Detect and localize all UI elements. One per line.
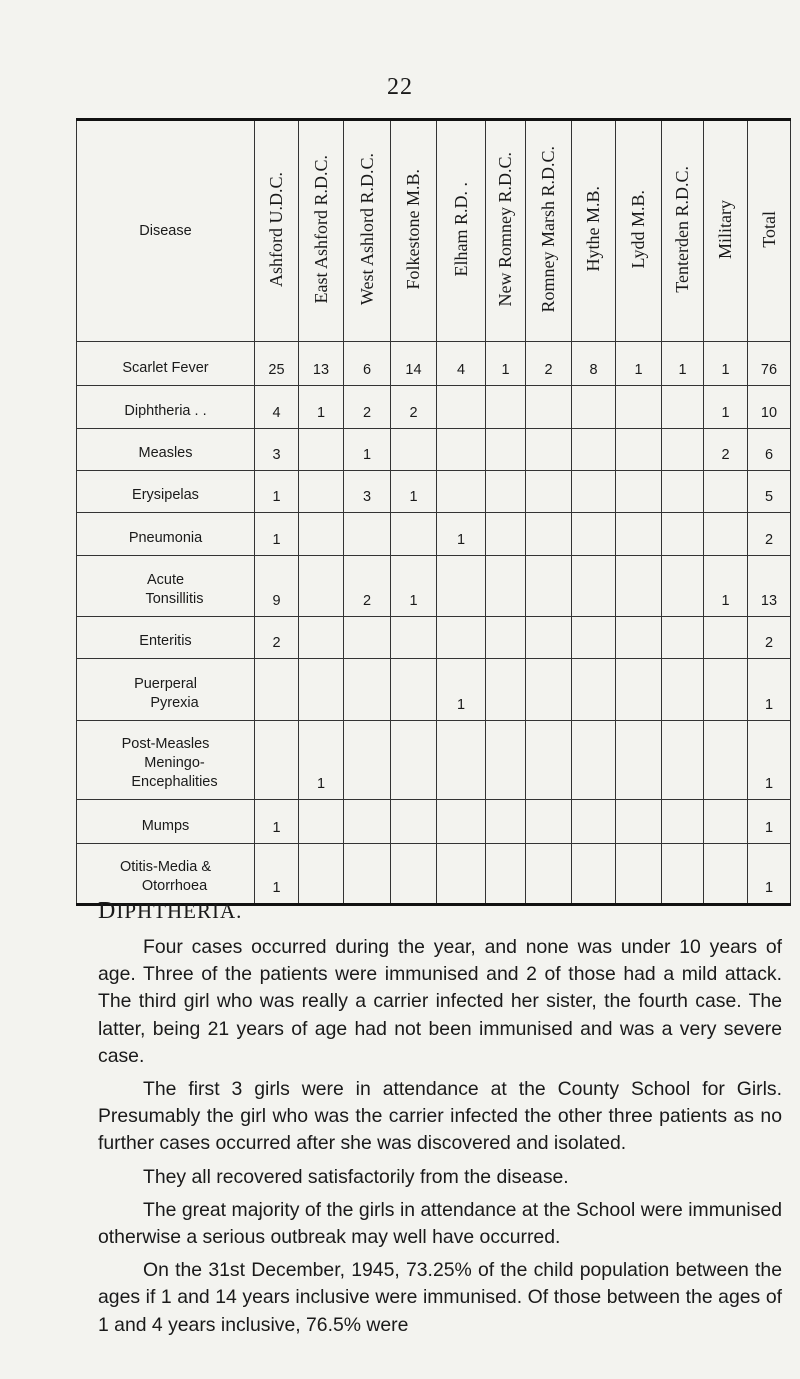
table-row bbox=[77, 342, 791, 386]
disease-name-cell bbox=[77, 513, 255, 556]
column-header bbox=[391, 120, 437, 342]
disease-name-line: Enteritis bbox=[139, 633, 192, 649]
value-cell bbox=[662, 513, 704, 556]
section-body bbox=[100, 934, 782, 1339]
value-cell bbox=[486, 659, 526, 721]
value-cell bbox=[299, 429, 344, 471]
value-cell: 1 bbox=[299, 386, 344, 429]
value-cell: 14 bbox=[391, 342, 437, 386]
value-cell bbox=[704, 721, 748, 800]
value-cell bbox=[704, 471, 748, 513]
column-header bbox=[437, 120, 486, 342]
value-cell bbox=[299, 471, 344, 513]
value-cell bbox=[616, 429, 662, 471]
value-cell: 1 bbox=[391, 471, 437, 513]
value-cell bbox=[662, 386, 704, 429]
table-header-row bbox=[77, 120, 791, 342]
value-cell bbox=[526, 429, 572, 471]
disease-name-line: Measles bbox=[138, 445, 193, 461]
value-cell bbox=[299, 617, 344, 659]
value-cell bbox=[486, 513, 526, 556]
value-cell: 2 bbox=[344, 556, 391, 617]
value-cell bbox=[486, 844, 526, 905]
value-cell bbox=[704, 800, 748, 844]
disease-name-line: Acute bbox=[146, 572, 185, 588]
disease-name-cell bbox=[77, 659, 255, 721]
value-cell bbox=[526, 617, 572, 659]
disease-name-cell bbox=[77, 429, 255, 471]
value-cell bbox=[616, 386, 662, 429]
paragraph: The first 3 girls were in attendance at the County School for Girls. Presumably the girl who was the carrier infected the other three patients as no further cases occurred after she was discovered and isolated. bbox=[98, 1078, 782, 1155]
value-cell bbox=[616, 513, 662, 556]
value-cell bbox=[526, 556, 572, 617]
disease-name-line: Erysipelas bbox=[132, 487, 199, 503]
section-heading bbox=[98, 898, 782, 925]
value-cell: 1 bbox=[486, 342, 526, 386]
value-cell bbox=[299, 659, 344, 721]
value-cell: 9 bbox=[255, 556, 299, 617]
table-row bbox=[77, 556, 791, 617]
column-header-label: Romney Marsh R.D.C. bbox=[538, 145, 558, 313]
value-cell bbox=[572, 617, 616, 659]
value-cell: 1 bbox=[662, 342, 704, 386]
value-cell: 1 bbox=[344, 429, 391, 471]
value-cell bbox=[344, 800, 391, 844]
value-cell bbox=[391, 429, 437, 471]
column-header bbox=[344, 120, 391, 342]
disease-name-line: Pyrexia bbox=[150, 695, 199, 711]
paragraph: They all recovered satisfactorily from the disease. bbox=[143, 1165, 569, 1188]
value-cell bbox=[299, 800, 344, 844]
value-cell: 2 bbox=[344, 386, 391, 429]
column-header bbox=[486, 120, 526, 342]
value-cell bbox=[704, 844, 748, 905]
value-cell: 1 bbox=[255, 844, 299, 905]
value-cell: 2 bbox=[255, 617, 299, 659]
value-cell: 4 bbox=[437, 342, 486, 386]
disease-name-line: Post-Measles bbox=[121, 736, 210, 752]
value-cell bbox=[662, 721, 704, 800]
value-cell: 13 bbox=[299, 342, 344, 386]
value-cell: 1 bbox=[299, 721, 344, 800]
value-cell bbox=[572, 721, 616, 800]
value-cell bbox=[437, 617, 486, 659]
value-cell: 76 bbox=[748, 342, 791, 386]
column-header-label: Lydd M.B. bbox=[628, 189, 648, 269]
value-cell bbox=[437, 721, 486, 800]
column-header-label: East Ashford R.D.C. bbox=[310, 154, 331, 304]
value-cell bbox=[662, 617, 704, 659]
diphtheria-section bbox=[100, 898, 782, 1345]
column-header-label: Tenterden R.D.C. bbox=[672, 165, 692, 293]
value-cell bbox=[391, 800, 437, 844]
value-cell bbox=[486, 386, 526, 429]
value-cell bbox=[486, 429, 526, 471]
column-header-label: Hythe M.B. bbox=[583, 186, 603, 272]
value-cell bbox=[572, 659, 616, 721]
disease-name-line: Otitis-Media & bbox=[119, 859, 212, 875]
value-cell: 3 bbox=[255, 429, 299, 471]
value-cell: 1 bbox=[704, 556, 748, 617]
value-cell bbox=[662, 844, 704, 905]
disease-name-line: Meningo- bbox=[144, 755, 205, 771]
table-row bbox=[77, 471, 791, 513]
value-cell: 1 bbox=[748, 844, 791, 905]
column-header-label: Folkestone M.B. bbox=[403, 168, 423, 290]
page-number: 22 bbox=[387, 74, 413, 100]
value-cell bbox=[486, 471, 526, 513]
value-cell bbox=[616, 556, 662, 617]
value-cell bbox=[616, 844, 662, 905]
column-header bbox=[255, 120, 299, 342]
paragraph: The great majority of the girls in attendance at the School were immunised otherwise a serious outbreak may well have occurred. bbox=[98, 1198, 782, 1249]
value-cell bbox=[616, 800, 662, 844]
disease-name-cell bbox=[77, 721, 255, 800]
value-cell: 1 bbox=[255, 471, 299, 513]
value-cell bbox=[616, 617, 662, 659]
value-cell: 3 bbox=[344, 471, 391, 513]
value-cell bbox=[391, 844, 437, 905]
column-header-label: West Ashlord R.D.C. bbox=[356, 152, 377, 306]
value-cell bbox=[572, 800, 616, 844]
value-cell: 2 bbox=[748, 513, 791, 556]
value-cell bbox=[299, 513, 344, 556]
table-row bbox=[77, 721, 791, 800]
disease-name-cell bbox=[77, 386, 255, 429]
heading-rest: IPHTHERIA. bbox=[116, 899, 243, 923]
disease-name-cell bbox=[77, 471, 255, 513]
disease-name-line: Encephalities bbox=[131, 774, 218, 790]
disease-name-line: Tonsillitis bbox=[145, 591, 204, 607]
value-cell bbox=[437, 800, 486, 844]
disease-name-line: Puerperal bbox=[134, 676, 197, 692]
value-cell bbox=[391, 721, 437, 800]
table-body bbox=[77, 342, 791, 905]
column-header-label: Elham R.D. . bbox=[450, 181, 471, 277]
column-header bbox=[299, 120, 344, 342]
value-cell: 1 bbox=[748, 659, 791, 721]
disease-column-header bbox=[77, 120, 255, 342]
disease-name-line: Otorrhoea bbox=[141, 878, 208, 894]
value-cell: 13 bbox=[748, 556, 791, 617]
table-row bbox=[77, 800, 791, 844]
column-header bbox=[704, 120, 748, 342]
value-cell bbox=[437, 556, 486, 617]
value-cell: 10 bbox=[748, 386, 791, 429]
value-cell: 2 bbox=[748, 617, 791, 659]
value-cell: 1 bbox=[748, 721, 791, 800]
column-header bbox=[572, 120, 616, 342]
value-cell bbox=[526, 844, 572, 905]
value-cell: 4 bbox=[255, 386, 299, 429]
value-cell: 1 bbox=[704, 386, 748, 429]
table-row bbox=[77, 844, 791, 905]
value-cell bbox=[662, 556, 704, 617]
value-cell bbox=[572, 513, 616, 556]
value-cell bbox=[299, 556, 344, 617]
value-cell bbox=[526, 721, 572, 800]
table-row bbox=[77, 429, 791, 471]
value-cell bbox=[616, 721, 662, 800]
disease-table bbox=[76, 118, 791, 906]
table-row bbox=[77, 386, 791, 429]
value-cell bbox=[486, 721, 526, 800]
value-cell bbox=[437, 471, 486, 513]
column-header bbox=[526, 120, 572, 342]
table-row bbox=[77, 617, 791, 659]
value-cell bbox=[437, 844, 486, 905]
value-cell bbox=[616, 471, 662, 513]
value-cell bbox=[572, 386, 616, 429]
value-cell: 2 bbox=[526, 342, 572, 386]
value-cell bbox=[662, 429, 704, 471]
value-cell bbox=[437, 429, 486, 471]
value-cell bbox=[486, 617, 526, 659]
value-cell: 1 bbox=[255, 513, 299, 556]
value-cell: 1 bbox=[748, 800, 791, 844]
disease-name-cell bbox=[77, 844, 255, 905]
value-cell bbox=[572, 556, 616, 617]
value-cell bbox=[255, 721, 299, 800]
value-cell bbox=[704, 513, 748, 556]
value-cell: 1 bbox=[616, 342, 662, 386]
value-cell bbox=[344, 513, 391, 556]
value-cell bbox=[344, 721, 391, 800]
disease-name-line: Mumps bbox=[141, 818, 190, 834]
disease-name-cell bbox=[77, 617, 255, 659]
paragraph: Four cases occurred during the year, and none was under 10 years of age. Three of the patients were immunised and 2 of those had a mild attack. The third girl who was really a carrier infected her sister, the fourth case. The latter, being 21 years of age had not been immunised and was a very severe case. bbox=[98, 936, 782, 1067]
value-cell bbox=[486, 556, 526, 617]
column-header bbox=[748, 120, 791, 342]
value-cell bbox=[662, 659, 704, 721]
value-cell bbox=[299, 844, 344, 905]
value-cell: 1 bbox=[437, 659, 486, 721]
value-cell bbox=[616, 659, 662, 721]
value-cell bbox=[391, 617, 437, 659]
value-cell bbox=[526, 800, 572, 844]
column-header-label: Ashford U.D.C. bbox=[266, 171, 286, 287]
column-header bbox=[616, 120, 662, 342]
disease-name-cell bbox=[77, 342, 255, 386]
value-cell: 8 bbox=[572, 342, 616, 386]
heading-initial: D bbox=[98, 898, 117, 924]
paragraph: On the 31st December, 1945, 73.25% of the child population between the ages if 1 and 14 years inclusive were immunised. Of those between the ages of 1 and 4 years inclusive, 76.5% were bbox=[98, 1259, 782, 1336]
value-cell: 1 bbox=[437, 513, 486, 556]
value-cell bbox=[572, 429, 616, 471]
value-cell bbox=[526, 386, 572, 429]
disease-name-line: Diphtheria . . bbox=[124, 403, 207, 419]
disease-name-cell bbox=[77, 800, 255, 844]
value-cell bbox=[662, 471, 704, 513]
value-cell bbox=[486, 800, 526, 844]
table-row bbox=[77, 659, 791, 721]
disease-header-label: Disease bbox=[139, 223, 192, 239]
value-cell bbox=[344, 844, 391, 905]
disease-name-line: Pneumonia bbox=[128, 530, 203, 546]
value-cell: 2 bbox=[391, 386, 437, 429]
value-cell: 1 bbox=[391, 556, 437, 617]
table-row bbox=[77, 513, 791, 556]
value-cell bbox=[391, 513, 437, 556]
value-cell bbox=[572, 471, 616, 513]
value-cell: 2 bbox=[704, 429, 748, 471]
value-cell bbox=[704, 617, 748, 659]
value-cell: 25 bbox=[255, 342, 299, 386]
value-cell bbox=[662, 800, 704, 844]
value-cell bbox=[255, 659, 299, 721]
value-cell: 5 bbox=[748, 471, 791, 513]
value-cell: 1 bbox=[704, 342, 748, 386]
value-cell bbox=[344, 659, 391, 721]
value-cell bbox=[526, 513, 572, 556]
column-header-label: New Romney R.D.C. bbox=[495, 151, 515, 307]
column-header bbox=[662, 120, 704, 342]
value-cell bbox=[344, 617, 391, 659]
value-cell bbox=[572, 844, 616, 905]
value-cell bbox=[704, 659, 748, 721]
value-cell: 6 bbox=[748, 429, 791, 471]
disease-name-line: Scarlet Fever bbox=[122, 360, 209, 376]
column-header-label: Military bbox=[715, 199, 735, 259]
value-cell: 1 bbox=[255, 800, 299, 844]
value-cell bbox=[391, 659, 437, 721]
value-cell bbox=[526, 471, 572, 513]
value-cell bbox=[437, 386, 486, 429]
value-cell: 6 bbox=[344, 342, 391, 386]
disease-name-cell bbox=[77, 556, 255, 617]
value-cell bbox=[526, 659, 572, 721]
column-header-label: Total bbox=[758, 210, 779, 248]
